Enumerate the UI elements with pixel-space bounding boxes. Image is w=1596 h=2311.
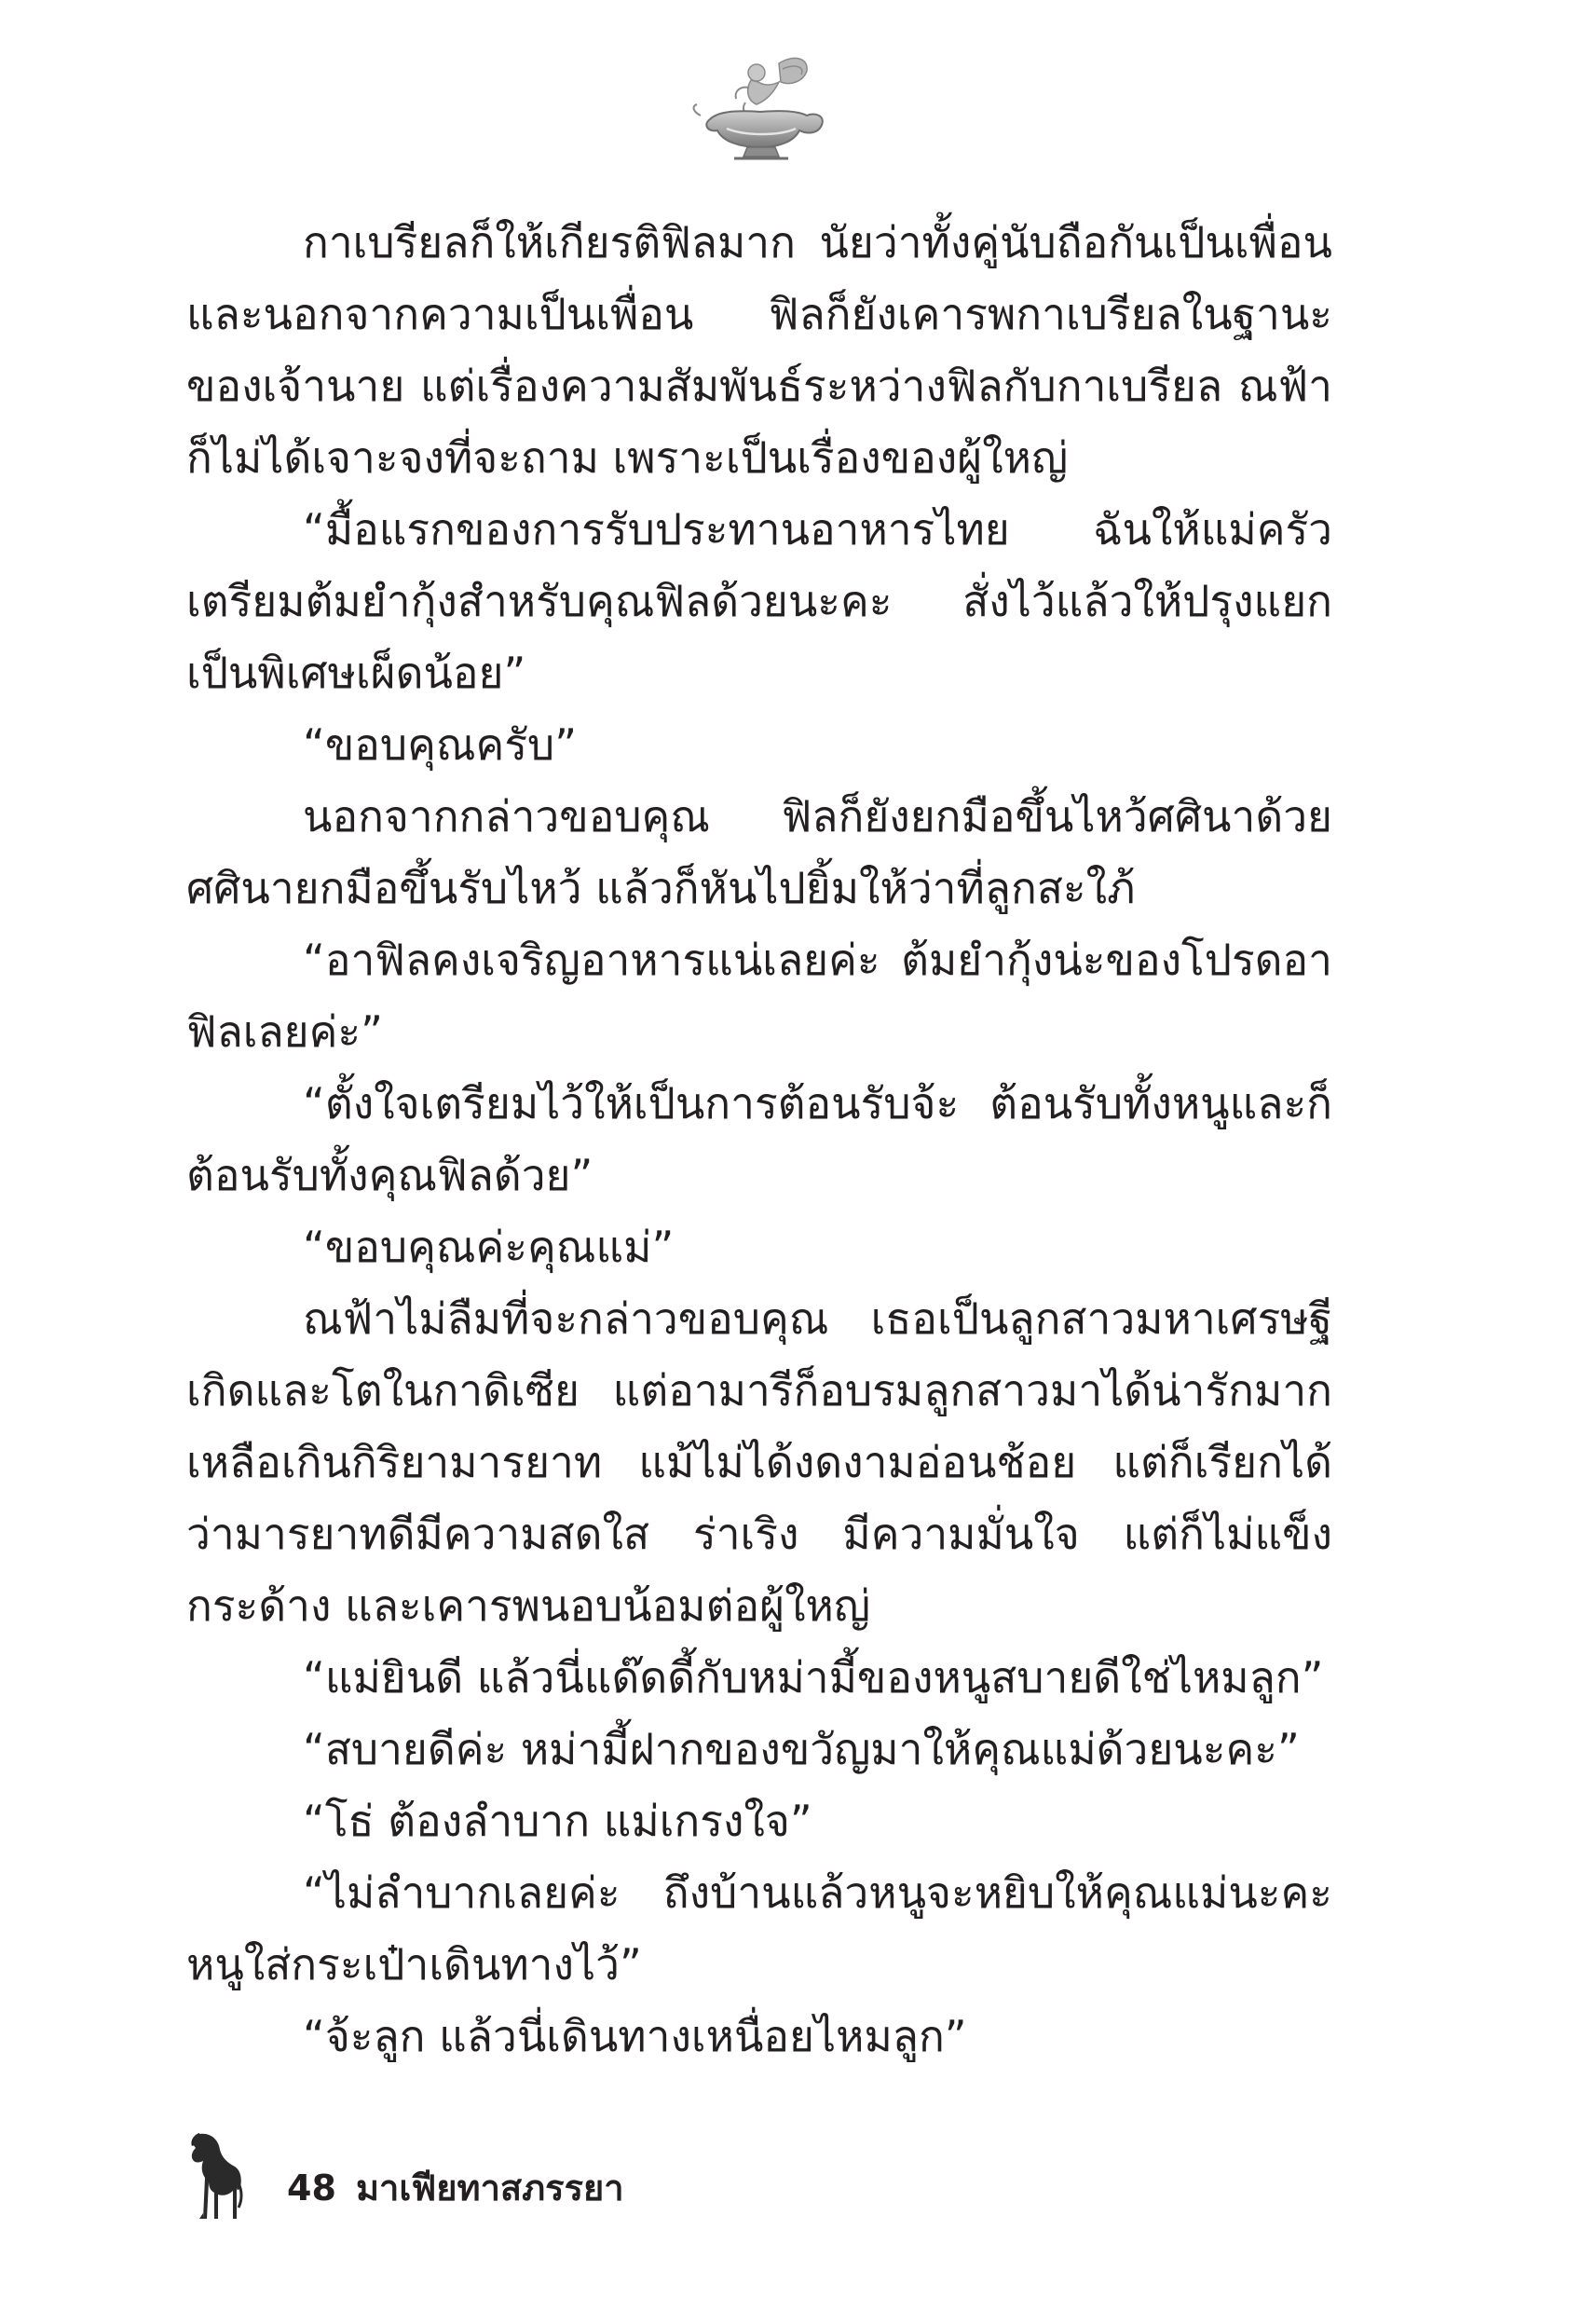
paragraph: “ตั้งใจเตรียมไว้ให้เป็นการต้อนรับจ้ะ ต้อนรับทั้งหนูและก็ต้อนรับทั้งคุณฟิลด้วย” xyxy=(186,1078,1332,1200)
paragraph: “จ้ะลูก แล้วนี่เดินทางเหนื่อยไหมลูก” xyxy=(303,2011,967,2061)
paragraph: กาเบรียลก็ให้เกียรติฟิลมาก นัยว่าทั้งคู่นับถือกันเป็นเพื่อน และนอกจากความเป็นเพื่อน ฟิลก็ยังเคารพกาเบรียลในฐานะของเจ้านาย แต่เรื่องความสัมพันธ์ระหว่างฟิลกับกาเบรียล ณฟ้าก็ไม่ได้เจาะจงที่จะถาม เพราะเป็นเรื่องของผู้ใหญ่ xyxy=(186,217,1332,483)
paragraph: นอกจากกล่าวขอบคุณ ฟิลก็ยังยกมือขึ้นไหว้ศศินาด้วย ศศินายกมือขึ้นรับไหว้ แล้วก็หันไปยิ้มให้ว่าที่ลูกสะใภ้ xyxy=(186,791,1332,913)
paragraph: “มื้อแรกของการรับประทานอาหารไทย ฉันให้แม่ครัวเตรียมต้มยำกุ้งสำหรับคุณฟิลด้วยนะคะ สั่งไว้แล้วให้ปรุงแยกเป็นพิเศษเผ็ดน้อย” xyxy=(186,504,1332,698)
paragraph: “โธ่ ต้องลำบาก แม่เกรงใจ” xyxy=(303,1796,812,1846)
paragraph: “อาฟิลคงเจริญอาหารแน่เลยค่ะ ต้มยำกุ้งน่ะของโปรดอาฟิลเลยค่ะ” xyxy=(186,935,1332,1057)
book-title: มาเฟียทาสภรรยา xyxy=(356,2167,624,2208)
paragraph: “ขอบคุณครับ” xyxy=(303,719,578,770)
paragraph: “สบายดีค่ะ หม่ามี้ฝากของขวัญมาให้คุณแม่ด้วยนะคะ” xyxy=(303,1724,1300,1774)
page-number: 48 xyxy=(287,2167,336,2208)
horse-icon xyxy=(186,2129,244,2222)
cupid-lamp-icon xyxy=(689,54,829,164)
paragraph: “แม่ยินดี แล้วนี่แด๊ดดี้กับหม่ามี้ของหนูสบายดีใช่ไหมลูก” xyxy=(303,1652,1324,1702)
paragraph: “ไม่ลำบากเลยค่ะ ถึงบ้านแล้วหนูจะหยิบให้คุณแม่นะคะ หนูใส่กระเป๋าเดินทางไว้” xyxy=(186,1867,1332,1990)
page-footer xyxy=(186,2129,839,2232)
body-text xyxy=(186,207,1332,2072)
paragraph: “ขอบคุณค่ะคุณแม่” xyxy=(303,1222,675,1272)
paragraph: ณฟ้าไม่ลืมที่จะกล่าวขอบคุณ เธอเป็นลูกสาวมหาเศรษฐี เกิดและโตในกาดิเซีย แต่อามารีก็อบรมลูกสาวมาได้น่ารักมากเหลือเกินกิริยามารยาท แม้ไม่ได้งดงามอ่อนช้อย แต่ก็เรียกได้ว่ามารยาทดีมีความสดใส ร่าเริง มีความมั่นใจ แต่ก็ไม่แข็งกระด้าง และเคารพนอบน้อมต่อผู้ใหญ่ xyxy=(186,1293,1332,1631)
